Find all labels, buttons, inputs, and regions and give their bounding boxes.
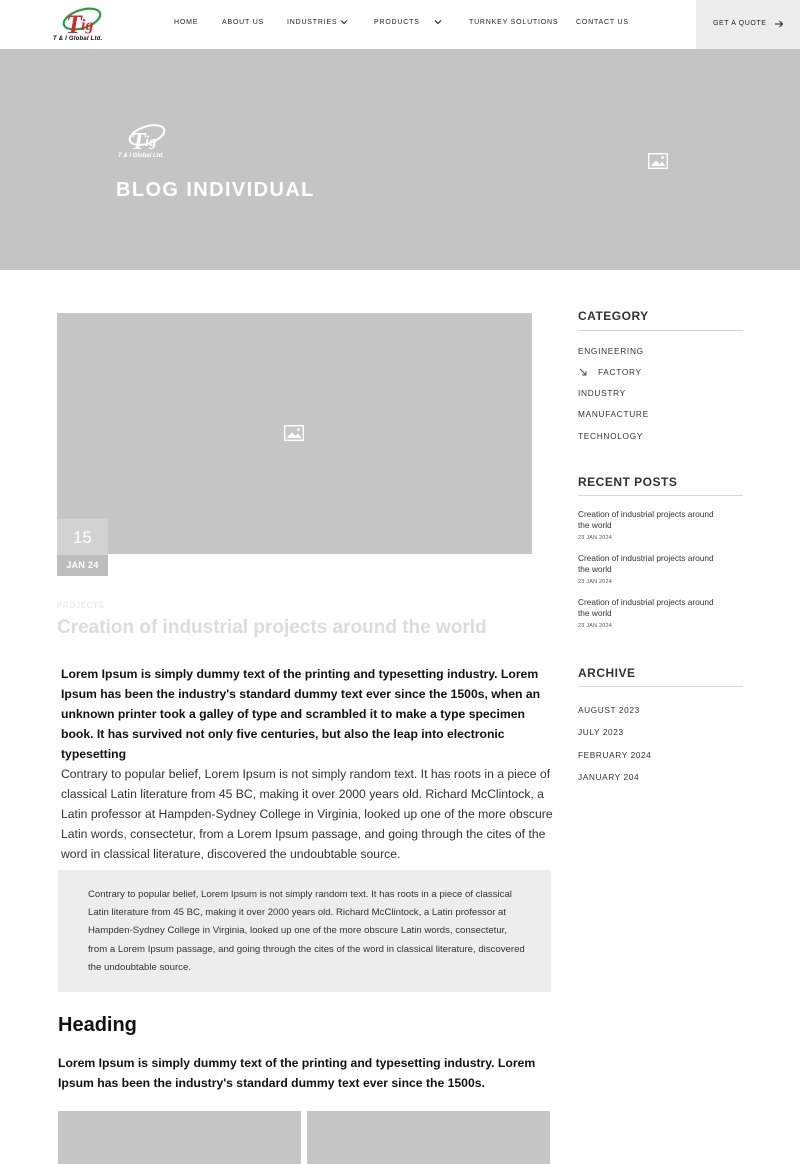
post-date-month: JAN 24 — [57, 555, 108, 576]
svg-text:T: T — [131, 129, 146, 155]
archive-august-2023[interactable]: AUGUST 2023 — [578, 705, 640, 715]
archive-july-2023[interactable]: JULY 2023 — [578, 727, 624, 737]
gallery-image — [307, 1111, 550, 1164]
recent-posts-title: RECENT POSTS — [578, 475, 678, 489]
archive-title: ARCHIVE — [578, 666, 636, 680]
arrow-down-right-icon — [579, 368, 587, 376]
category-engineering[interactable]: ENGINEERING — [578, 346, 644, 356]
nav-home[interactable]: HOME — [174, 19, 199, 26]
hero-brand-caption: T & I Global Ltd. — [118, 153, 164, 159]
divider — [578, 495, 743, 496]
category-manufacture[interactable]: MANUFACTURE — [578, 409, 649, 419]
arrow-right-icon — [774, 19, 784, 29]
archive-january-204[interactable]: JANUARY 204 — [578, 772, 640, 782]
get-a-quote-label: GET A QUOTE — [713, 20, 767, 27]
section-heading: Heading — [58, 1014, 137, 1036]
brand-caption: T & I Global Ltd. — [53, 36, 103, 42]
post-title: Creation of industrial projects around the world — [57, 617, 487, 638]
recent-post-link[interactable]: Creation of industrial projects around the world — [578, 597, 714, 618]
recent-post-link[interactable]: Creation of industrial projects around the world — [578, 553, 714, 574]
post-lead-paragraph: Lorem Ipsum is simply dummy text of the printing and typesetting industry. Lorem Ipsum has been the industry's standard dummy text ever since the 1500s, when an unknown printer took a galley of type and scrambled it to make a type specimen book. It has survived not only five centuries, but also the leap into electronic typesetting — [61, 667, 541, 761]
nav-industries[interactable]: INDUSTRIES — [287, 19, 338, 26]
recent-post-date: 23 JAN 2024 — [578, 535, 612, 541]
site-header — [0, 0, 800, 49]
nav-about-us[interactable]: ABOUT US — [222, 19, 265, 26]
divider — [578, 686, 743, 687]
image-placeholder-icon — [648, 153, 668, 169]
page-title: BLOG INDIVIDUAL — [116, 179, 315, 201]
post-body-paragraph: Contrary to popular belief, Lorem Ipsum is not simply random text. It has roots in a piece of classical Latin literature from 45 BC, making it over 2000 years old. Richard McClintock, a Latin professor at Hampden-Sydney College in Virginia, looked up one of the more obscure Latin words, consectetur, from a Lorem Ipsum passage, and going through the cites of the word in classical literature, discovered the undoubtable source. — [61, 767, 553, 861]
category-industry[interactable]: INDUSTRY — [578, 388, 626, 398]
chevron-down-icon[interactable] — [339, 17, 349, 27]
recent-post-date: 23 JAN 2024 — [578, 623, 612, 629]
recent-post-date: 23 JAN 2024 — [578, 579, 612, 585]
nav-contact-us[interactable]: CONTACT US — [576, 19, 629, 26]
post-category[interactable]: PROJECTS — [57, 601, 105, 610]
blockquote-text: Contrary to popular belief, Lorem Ipsum is not simply random text. It has roots in a piece of classical Latin literature from 45 BC, making it over 2000 years old. Richard McClintock, a Latin professor at Hampden-Sydney College in Virginia, looked up one of the more obscure Latin words, consectetur, from a Lorem Ipsum passage, and going through the cites of the word in classical literature, discovered the undoubtable source. — [88, 889, 525, 973]
chevron-down-icon[interactable] — [433, 17, 443, 27]
featured-image — [57, 313, 532, 554]
recent-post-link[interactable]: Creation of industrial projects around the world — [578, 509, 714, 530]
category-factory[interactable]: FACTORY — [598, 367, 642, 377]
category-title: CATEGORY — [578, 309, 649, 323]
divider — [578, 330, 743, 331]
nav-turnkey-solutions[interactable]: TURNKEY SOLUTIONS — [469, 19, 559, 26]
archive-february-2024[interactable]: FEBRUARY 2024 — [578, 750, 652, 760]
svg-text:ig: ig — [81, 17, 94, 34]
svg-text:T: T — [66, 10, 82, 39]
category-technology[interactable]: TECHNOLOGY — [578, 431, 644, 441]
hero-banner — [0, 49, 800, 270]
image-placeholder-icon — [284, 425, 304, 441]
section-lead-paragraph: Lorem Ipsum is simply dummy text of the printing and typesetting industry. Lorem Ipsum has been the industry's standard dummy text ever since the 1500s. — [58, 1056, 536, 1090]
gallery-image — [58, 1111, 301, 1164]
get-a-quote-button[interactable] — [696, 0, 800, 49]
post-blockquote — [58, 870, 551, 992]
svg-text:ig: ig — [145, 134, 157, 150]
nav-products[interactable]: PRODUCTS — [374, 19, 420, 26]
post-date-day: 15 — [57, 519, 108, 555]
